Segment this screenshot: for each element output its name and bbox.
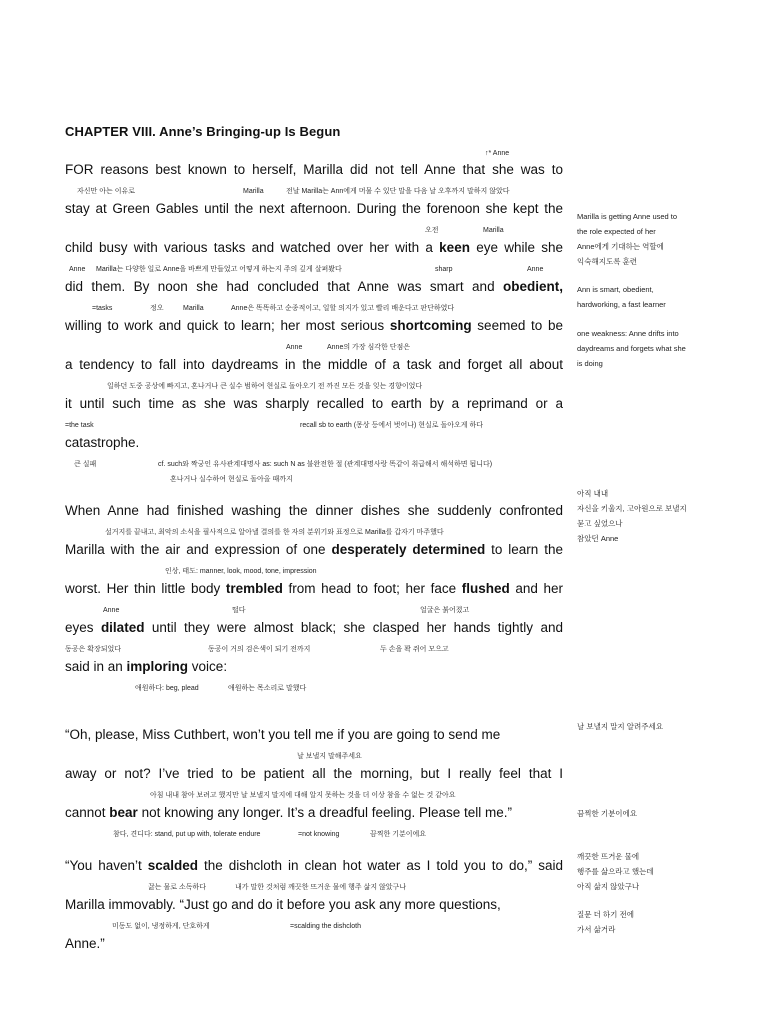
text-line: a tendency to fall into daydreams in the middle of a task and forget all about: [65, 357, 563, 372]
text-line: said in an imploring voice:: [65, 659, 228, 674]
annotation: 인상, 태도: manner, look, mood, tone, impression: [165, 568, 317, 575]
annotation: 설거지를 끝내고, 최악의 소식을 필사적으로 알아낼 결의를 한 자의 분위기와 표정으로 Marilla를 갑자기 마주했다: [105, 529, 444, 536]
text-line: Marilla immovably. “Just go and do it before you ask any more questions,: [65, 897, 501, 912]
annotation: Marilla: [243, 188, 264, 195]
annotation: =the task: [65, 422, 94, 429]
annotation: Anne: [286, 344, 303, 351]
annotation: 얼굴은 붉어졌고: [420, 607, 470, 614]
annotation: 애원하다: beg, plead: [135, 685, 199, 692]
text-line: “You haven’t scalded the dishcloth in clean hot water as I told you to do,” said: [65, 858, 564, 873]
text-line: When Anne had finished washing the dinner dishes she suddenly confronted: [65, 503, 563, 518]
annotation: 애원하는 목소리로 말했다: [228, 685, 307, 692]
annotation: 오전: [425, 227, 439, 234]
annotation: 떨다: [232, 607, 246, 614]
side-note: 깨끗한 뜨거운 물에 행주를 삶으라고 했는데 아직 삶지 않았구나: [577, 852, 654, 891]
annotation: 동공이 거의 검은색이 되기 전까지: [208, 646, 311, 653]
side-note: 끔찍한 기분이에요: [577, 809, 638, 818]
annotation: Anne의 가장 심각한 단점은: [327, 344, 411, 351]
annotation: 참다, 견디다: stand, put up with, tolerate endure: [113, 831, 261, 838]
text-line: it until such time as she was sharply recalled to earth by a reprimand or a: [65, 396, 563, 411]
annotation: =tasks: [92, 305, 113, 312]
side-note: 질문 더 하기 전에 가서 삶거라: [577, 910, 634, 934]
annotation: Marilla: [183, 305, 204, 312]
text-line: Marilla with the air and expression of one desperately determined to learn the: [65, 542, 564, 557]
annotation: Anne: [103, 607, 120, 614]
annotation: 일하던 도중 공상에 빠지고, 혼나거나 큰 실수 범하여 현실로 돌아오기 전 까진 모든 것을 잊는 경향이었다: [107, 383, 423, 390]
text-line: Anne.”: [65, 936, 105, 951]
annotation: sharp: [435, 266, 453, 273]
annotation: 동공은 확장되었다: [65, 646, 122, 653]
text-line: away or not? I’ve tried to be patient all the morning, but I really feel that I: [65, 766, 563, 781]
annotation: =scalding the dishcloth: [290, 923, 362, 930]
annotation: 아침 내내 참아 보려고 했지만 날 보낼지 말지에 대해 알지 못하는 것을 더 이상 참을 수 없는 것 같아요: [150, 792, 456, 799]
text-line: child busy with various tasks and watched over her with a keen eye while she: [65, 240, 563, 255]
annotation: Marilla: [483, 227, 504, 234]
annotation: Marilla는 다양한 일로 Anne을 바쁘게 만들었고 어떻게 하는지 주의 깊게 살펴봤다: [96, 266, 342, 273]
side-note: 아직 내내 자신을 키울지, 고아원으로 보낼지 묻고 싶었으나 참았던 Anne: [577, 489, 687, 543]
side-note: one weakness: Anne drifts into daydreams and forgets what she is doing: [577, 329, 686, 368]
annotation: Anne: [527, 266, 544, 273]
chapter-title: CHAPTER VIII. Anne’s Bringing-up Is Begun: [65, 124, 341, 139]
annotation: 큰 실패: [74, 461, 97, 468]
text-line: eyes dilated until they were almost black; she clasped her hands tightly and: [65, 620, 563, 635]
annotation: 혼나거나 실수하여 현실로 돌아올 때까지: [170, 476, 293, 483]
text-line: did them. By noon she had concluded that Anne was smart and obedient,: [65, 279, 563, 294]
side-note: Marilla is getting Anne used to the role expected of her Anne에게 기대하는 역할에 익숙해지도록 훈련: [577, 212, 678, 266]
annotation: 내가 말한 것처럼 깨끗한 뜨거운 물에 행주 삶지 않았구나: [235, 884, 407, 891]
annotation: 전날 Marilla는 Ann에게 머물 수 있단 말을 다음 날 오후까지 말하지 않았다: [286, 188, 510, 195]
text-line: “Oh, please, Miss Cuthbert, won’t you tell me if you are going to send me: [65, 727, 501, 742]
text-line: FOR reasons best known to herself, Marilla did not tell Anne that she was to: [65, 162, 563, 177]
annotation: 날 보낼지 말해주세요: [297, 753, 362, 760]
annotation: 미동도 없이, 냉정하게, 단호하게: [112, 923, 210, 930]
side-note: Ann is smart, obedient, hardworking, a fast learner: [577, 285, 666, 309]
annotation: recall sb to earth (몽상 등에서 벗어나) 현실로 돌아오게 하다: [300, 422, 484, 429]
annotation: 끔찍한 기분이에요: [370, 831, 427, 838]
annotation: Anne은 똑똑하고 순종적이고, 일할 의지가 있고 빨리 배운다고 판단하였다: [231, 305, 455, 312]
text-line: willing to work and quick to learn; her most serious shortcoming seemed to be: [65, 318, 563, 333]
annotation: 정오: [150, 305, 164, 312]
text-line: worst. Her thin little body trembled from head to foot; her face flushed and her: [65, 581, 564, 596]
annotation: =not knowing: [298, 831, 340, 838]
text-line: catastrophe.: [65, 435, 140, 450]
annotation: 끓는 물로 소독하다: [148, 884, 206, 891]
text-line: stay at Green Gables until the next afternoon. During the forenoon she kept the: [65, 201, 563, 216]
annotation: cf. such와 짝궁인 유사관계대명사 as: such N as 불완전한 절 (관계대명사랑 똑같이 취급해서 해석하면 됩니다): [158, 461, 493, 468]
side-note: 날 보낼지 말지 알려주세요: [577, 722, 663, 731]
annotation: ↑* Anne: [485, 150, 510, 157]
annotation: Anne: [69, 266, 86, 273]
annotation: 두 손을 꽉 쥐어 모으고: [380, 646, 449, 653]
annotation: 자신만 아는 이유로: [77, 188, 135, 195]
text-line: cannot bear not knowing any longer. It’s a dreadful feeling. Please tell me.”: [65, 805, 513, 820]
